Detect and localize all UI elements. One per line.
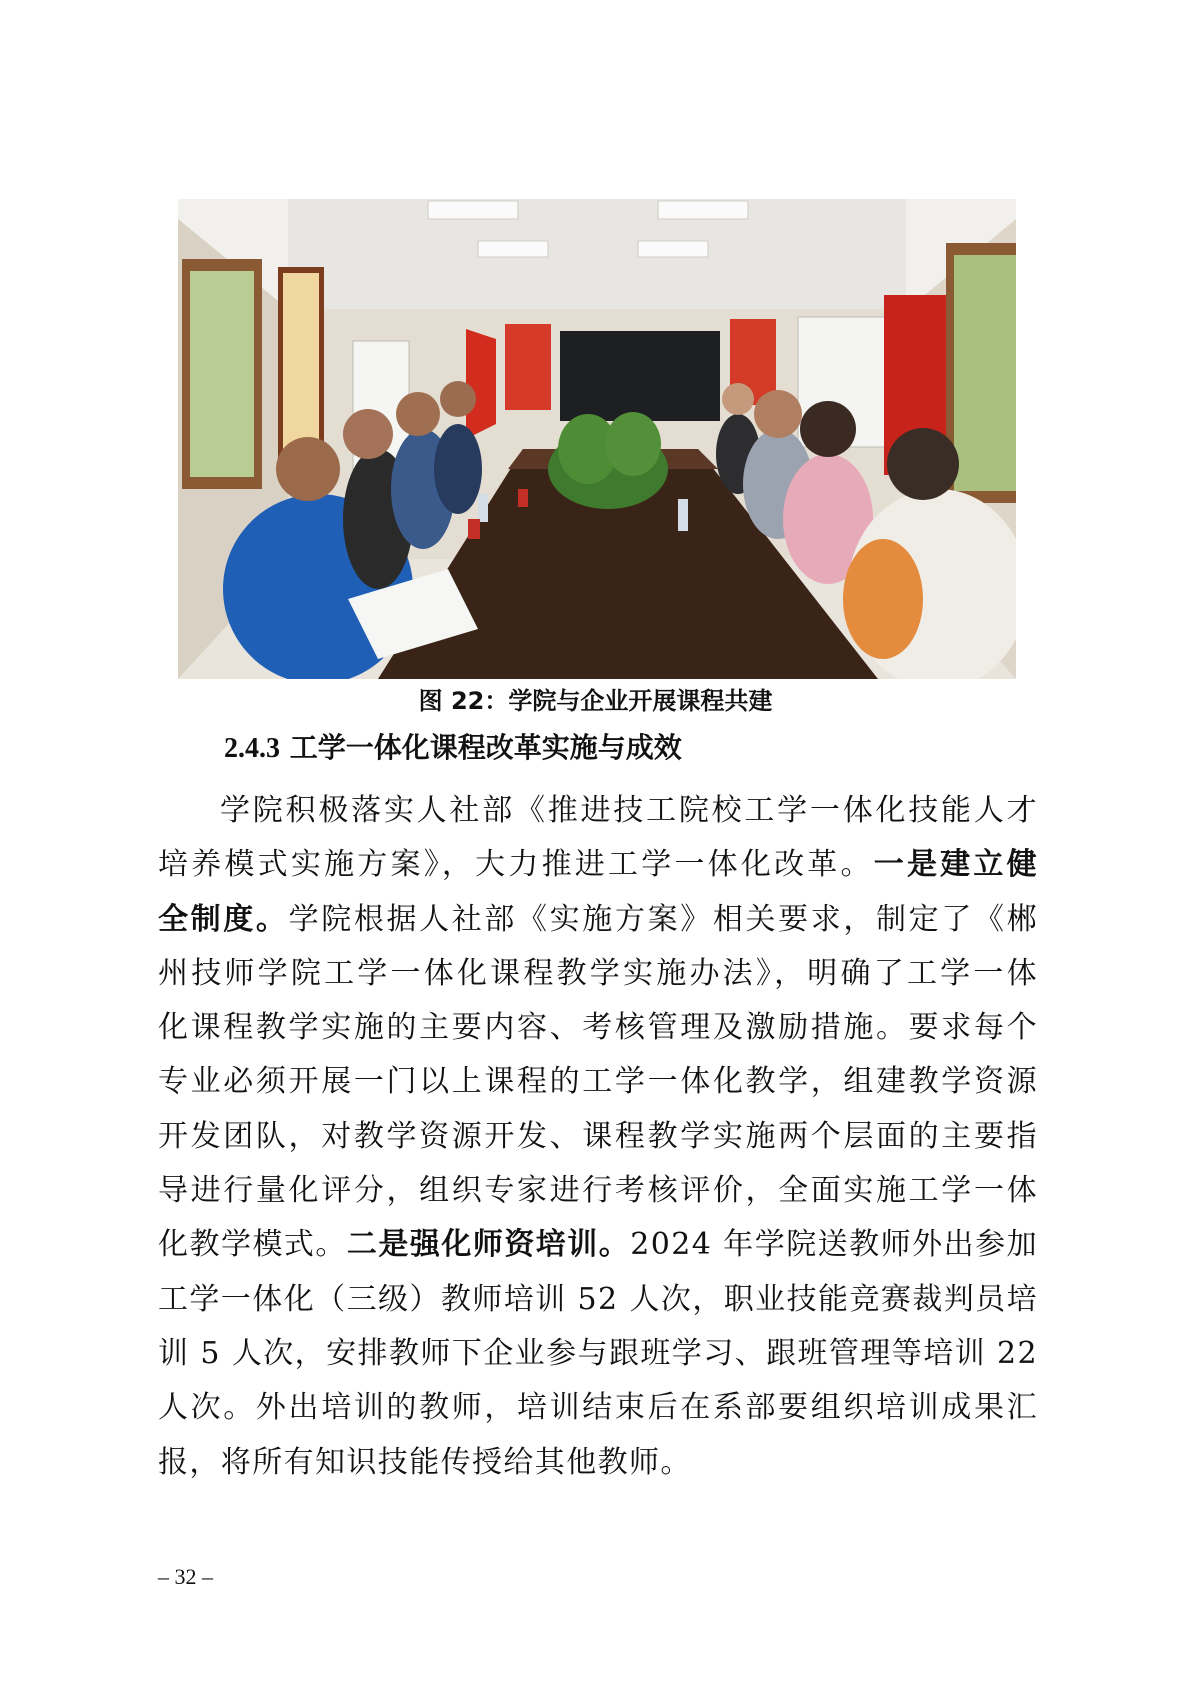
bold-phrase: 全制度。: [158, 901, 289, 937]
section-number: 2.4.3: [224, 733, 280, 764]
body-paragraph: [158, 784, 1038, 1490]
bold-phrase: 二是强化师资培训。: [346, 1227, 631, 1263]
bold-phrase: 一是建立健: [873, 847, 1038, 883]
paragraph-line: 学院积极落实人社部《推进技工院校工学一体化技能人才: [220, 793, 1038, 828]
paragraph-line: 报，将所有知识技能传授给其他教师。: [158, 1444, 692, 1480]
meeting-photo: [178, 199, 1016, 679]
paragraph-line: 州技师学院工学一体化课程教学实施办法》，明确了工学一体: [158, 955, 1038, 991]
paragraph-line: 化课程教学实施的主要内容、考核管理及激励措施。要求每个: [158, 1010, 1038, 1046]
paragraph-text: 培养模式实施方案》，大力推进工学一体化改革。: [158, 847, 874, 883]
paragraph-text: 化教学模式。: [158, 1227, 347, 1263]
paragraph-line: 训 5 人次，安排教师下企业参与跟班学习、跟班管理等培训 22: [158, 1335, 1038, 1371]
paragraph-text: 学院根据人社部《实施方案》相关要求，制定了《郴: [288, 901, 1038, 937]
paragraph-line: [158, 838, 1038, 892]
paragraph-line: 专业必须开展一门以上课程的工学一体化教学，组建教学资源: [158, 1064, 1038, 1100]
paragraph-line: [158, 1218, 1038, 1272]
section-title: 工学一体化课程改革实施与成效: [289, 731, 682, 764]
paragraph-text: 2024 年学院送教师外出参加: [630, 1227, 1038, 1263]
figure-caption: 图 22：学院与企业开展课程共建: [418, 687, 773, 715]
paragraph-line: 人次。外出培训的教师，培训结束后在系部要组织培训成果汇: [158, 1390, 1038, 1426]
paragraph-line: 开发团队，对教学资源开发、课程教学实施两个层面的主要指: [158, 1118, 1038, 1154]
meeting-photo-illustration: [178, 199, 1016, 679]
page-number: – 32 –: [158, 1564, 213, 1589]
section-heading: [224, 728, 682, 769]
paragraph-line: [158, 893, 1038, 947]
paragraph-line: 工学一体化（三级）教师培训 52 人次，职业技能竞赛裁判员培: [158, 1281, 1038, 1317]
paragraph-line: 导进行量化评分，组织专家进行考核评价，全面实施工学一体: [158, 1173, 1038, 1209]
